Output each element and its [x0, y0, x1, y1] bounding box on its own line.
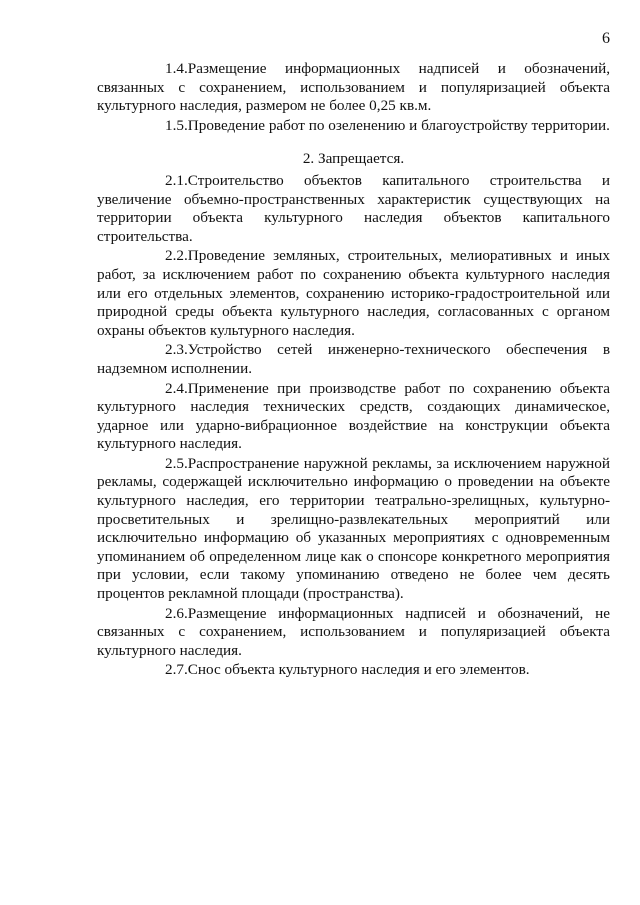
item-text: Проведение работ по озеленению и благоустройству территории. — [187, 116, 610, 134]
item-text: Устройство сетей инженерно-технического обеспечения в надземном исполнении. — [97, 341, 610, 377]
item-number: 2.5. — [165, 454, 188, 472]
paragraph-2-5 — [97, 455, 610, 604]
section-heading: 2. Запрещается. — [302, 150, 405, 168]
item-text: Размещение информационных надписей и обозначений, связанных с сохранением, использованием и популяризацией объекта культурного наследия, размером не более 0,25 кв.м. — [97, 60, 610, 115]
item-text: Размещение информационных надписей и обозначений, не связанных с сохранением, использованием и популяризацией объекта культурного наследия. — [97, 604, 610, 659]
item-number: 2.2. — [165, 247, 188, 265]
page-number: 6 — [602, 30, 610, 47]
item-text: Строительство объектов капитального строительства и увеличение объемно-пространственных характеристик существующих на территории объекта культурного наследия объектов капитального строительства. — [97, 171, 610, 245]
item-text: Распространение наружной рекламы, за исключением наружной рекламы, содержащей исключительно информацию о проведении на объекте культурного наследия, его территории театрально-зрелищных, культурно-просветительных и зрелищно-развлекательных мероприятий или исключительно информацию об указанных мероприятиях с одновременным упоминанием об определенном лице как о спонсоре конкретного мероприятия при условии, если такому упоминанию отведено не более чем десять процентов рекламной площади (пространства). — [97, 454, 610, 603]
item-text: Проведение земляных, строительных, мелиоративных и иных работ, за исключением работ по сохранению объекта культурного наследия или его отдельных элементов, сохранению историко-градостроительной или природной среды объекта культурного наследия, согласованных с органом охраны объектов культурного наследия. — [97, 247, 610, 339]
item-number: 1.5. — [165, 116, 188, 134]
paragraph-2-6 — [97, 605, 610, 661]
paragraph-1-5 — [97, 117, 610, 136]
item-number: 2.1. — [165, 171, 188, 189]
paragraph-1-4 — [97, 60, 610, 116]
item-text: Применение при производстве работ по сохранению объекта культурного наследия технических средств, создающих динамическое, ударное или ударно-вибрационное воздействие на конструкции объекта культурного наследия. — [97, 379, 610, 453]
paragraph-2-3 — [97, 341, 610, 378]
item-number: 2.6. — [165, 604, 188, 622]
item-text: Снос объекта культурного наследия и его элементов. — [187, 661, 530, 679]
paragraph-2-7 — [97, 661, 610, 680]
item-number: 2.4. — [165, 379, 188, 397]
paragraph-2-1 — [97, 172, 610, 246]
paragraph-2-2 — [97, 247, 610, 340]
paragraph-2-4 — [97, 380, 610, 454]
item-number: 2.7. — [165, 661, 188, 679]
document-body — [97, 60, 610, 680]
item-number: 1.4. — [165, 60, 188, 77]
item-number: 2.3. — [165, 341, 188, 359]
